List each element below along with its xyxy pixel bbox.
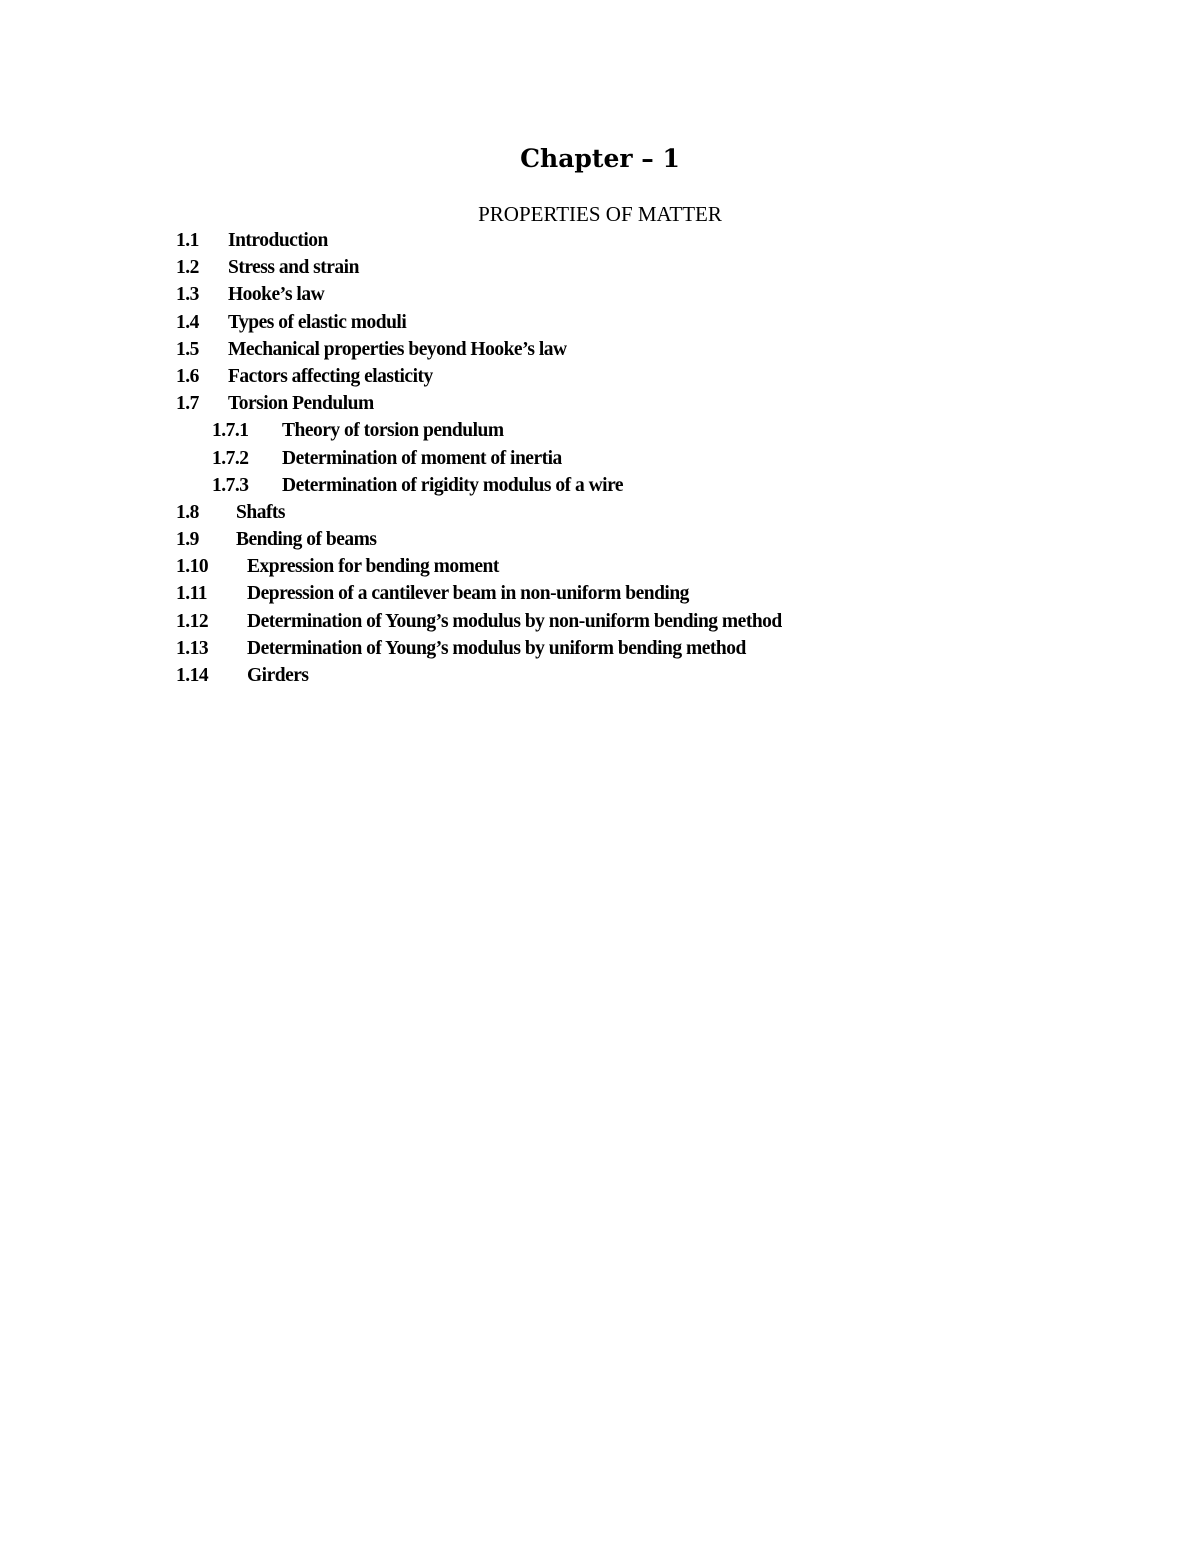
toc-entry xyxy=(176,227,1076,254)
toc-entry xyxy=(176,281,1076,308)
toc-entry-number: 1.7 xyxy=(176,393,199,415)
toc-entry-number: 1.5 xyxy=(176,338,199,360)
toc-subentry xyxy=(176,472,1076,499)
toc-entry xyxy=(176,309,1076,336)
toc-entry-number: 1.14 xyxy=(176,665,209,686)
toc-entry-number: 1.6 xyxy=(176,365,199,387)
toc-entry-title: Factors affecting elasticity xyxy=(228,365,433,387)
toc-entry-title: Determination of rigidity modulus of a wire xyxy=(282,474,624,496)
toc-entry-number: 1.11 xyxy=(176,583,208,605)
toc-entry xyxy=(176,390,1076,417)
toc-subentry xyxy=(176,417,1076,444)
toc-entry xyxy=(176,662,1076,689)
toc-entry xyxy=(176,635,1076,662)
toc-subentry xyxy=(176,445,1076,472)
toc-entry-title: Expression for bending moment xyxy=(247,556,499,578)
toc-entry-number: 1.4 xyxy=(176,311,199,333)
toc-entry xyxy=(176,499,1076,526)
toc-entry-number: 1.7.2 xyxy=(212,447,249,469)
toc-entry xyxy=(176,254,1076,281)
toc-entry-number: 1.1 xyxy=(176,230,199,251)
toc-entry-number: 1.7.1 xyxy=(212,420,249,442)
toc-entry-number: 1.8 xyxy=(176,501,199,523)
toc-entry-title: Bending of beams xyxy=(236,529,377,551)
toc-entry-title: Depression of a cantilever beam in non-uniform bending xyxy=(247,583,689,605)
table-of-contents xyxy=(176,227,1076,689)
toc-entry-title: Girders xyxy=(247,665,309,686)
toc-entry-number: 1.3 xyxy=(176,284,199,306)
toc-entry-title: Stress and strain xyxy=(228,257,359,279)
chapter-subtitle: PROPERTIES OF MATTER xyxy=(478,202,722,226)
toc-entry-number: 1.13 xyxy=(176,637,209,659)
toc-entry-number: 1.12 xyxy=(176,610,209,632)
toc-entry xyxy=(176,580,1076,607)
toc-entry-title: Types of elastic moduli xyxy=(228,311,407,333)
toc-entry-number: 1.7.3 xyxy=(212,474,249,496)
toc-entry-title: Introduction xyxy=(228,230,328,251)
toc-entry-title: Torsion Pendulum xyxy=(228,393,374,415)
toc-entry xyxy=(176,553,1076,580)
toc-entry-number: 1.10 xyxy=(176,556,209,578)
toc-entry-title: Determination of Young’s modulus by non-uniform bending method xyxy=(247,610,782,632)
toc-entry-title: Theory of torsion pendulum xyxy=(282,420,504,442)
toc-entry-title: Determination of Young’s modulus by uniform bending method xyxy=(247,637,746,659)
toc-entry-number: 1.2 xyxy=(176,257,199,279)
toc-entry xyxy=(176,526,1076,553)
chapter-title: Chapter – 1 xyxy=(520,144,680,173)
toc-entry-title: Determination of moment of inertia xyxy=(282,447,562,469)
toc-entry-title: Mechanical properties beyond Hooke’s law xyxy=(228,338,567,360)
toc-entry xyxy=(176,336,1076,363)
toc-entry xyxy=(176,608,1076,635)
toc-entry-number: 1.9 xyxy=(176,529,199,551)
toc-entry-title: Hooke’s law xyxy=(228,284,325,306)
toc-entry xyxy=(176,363,1076,390)
toc-entry-title: Shafts xyxy=(236,501,286,523)
